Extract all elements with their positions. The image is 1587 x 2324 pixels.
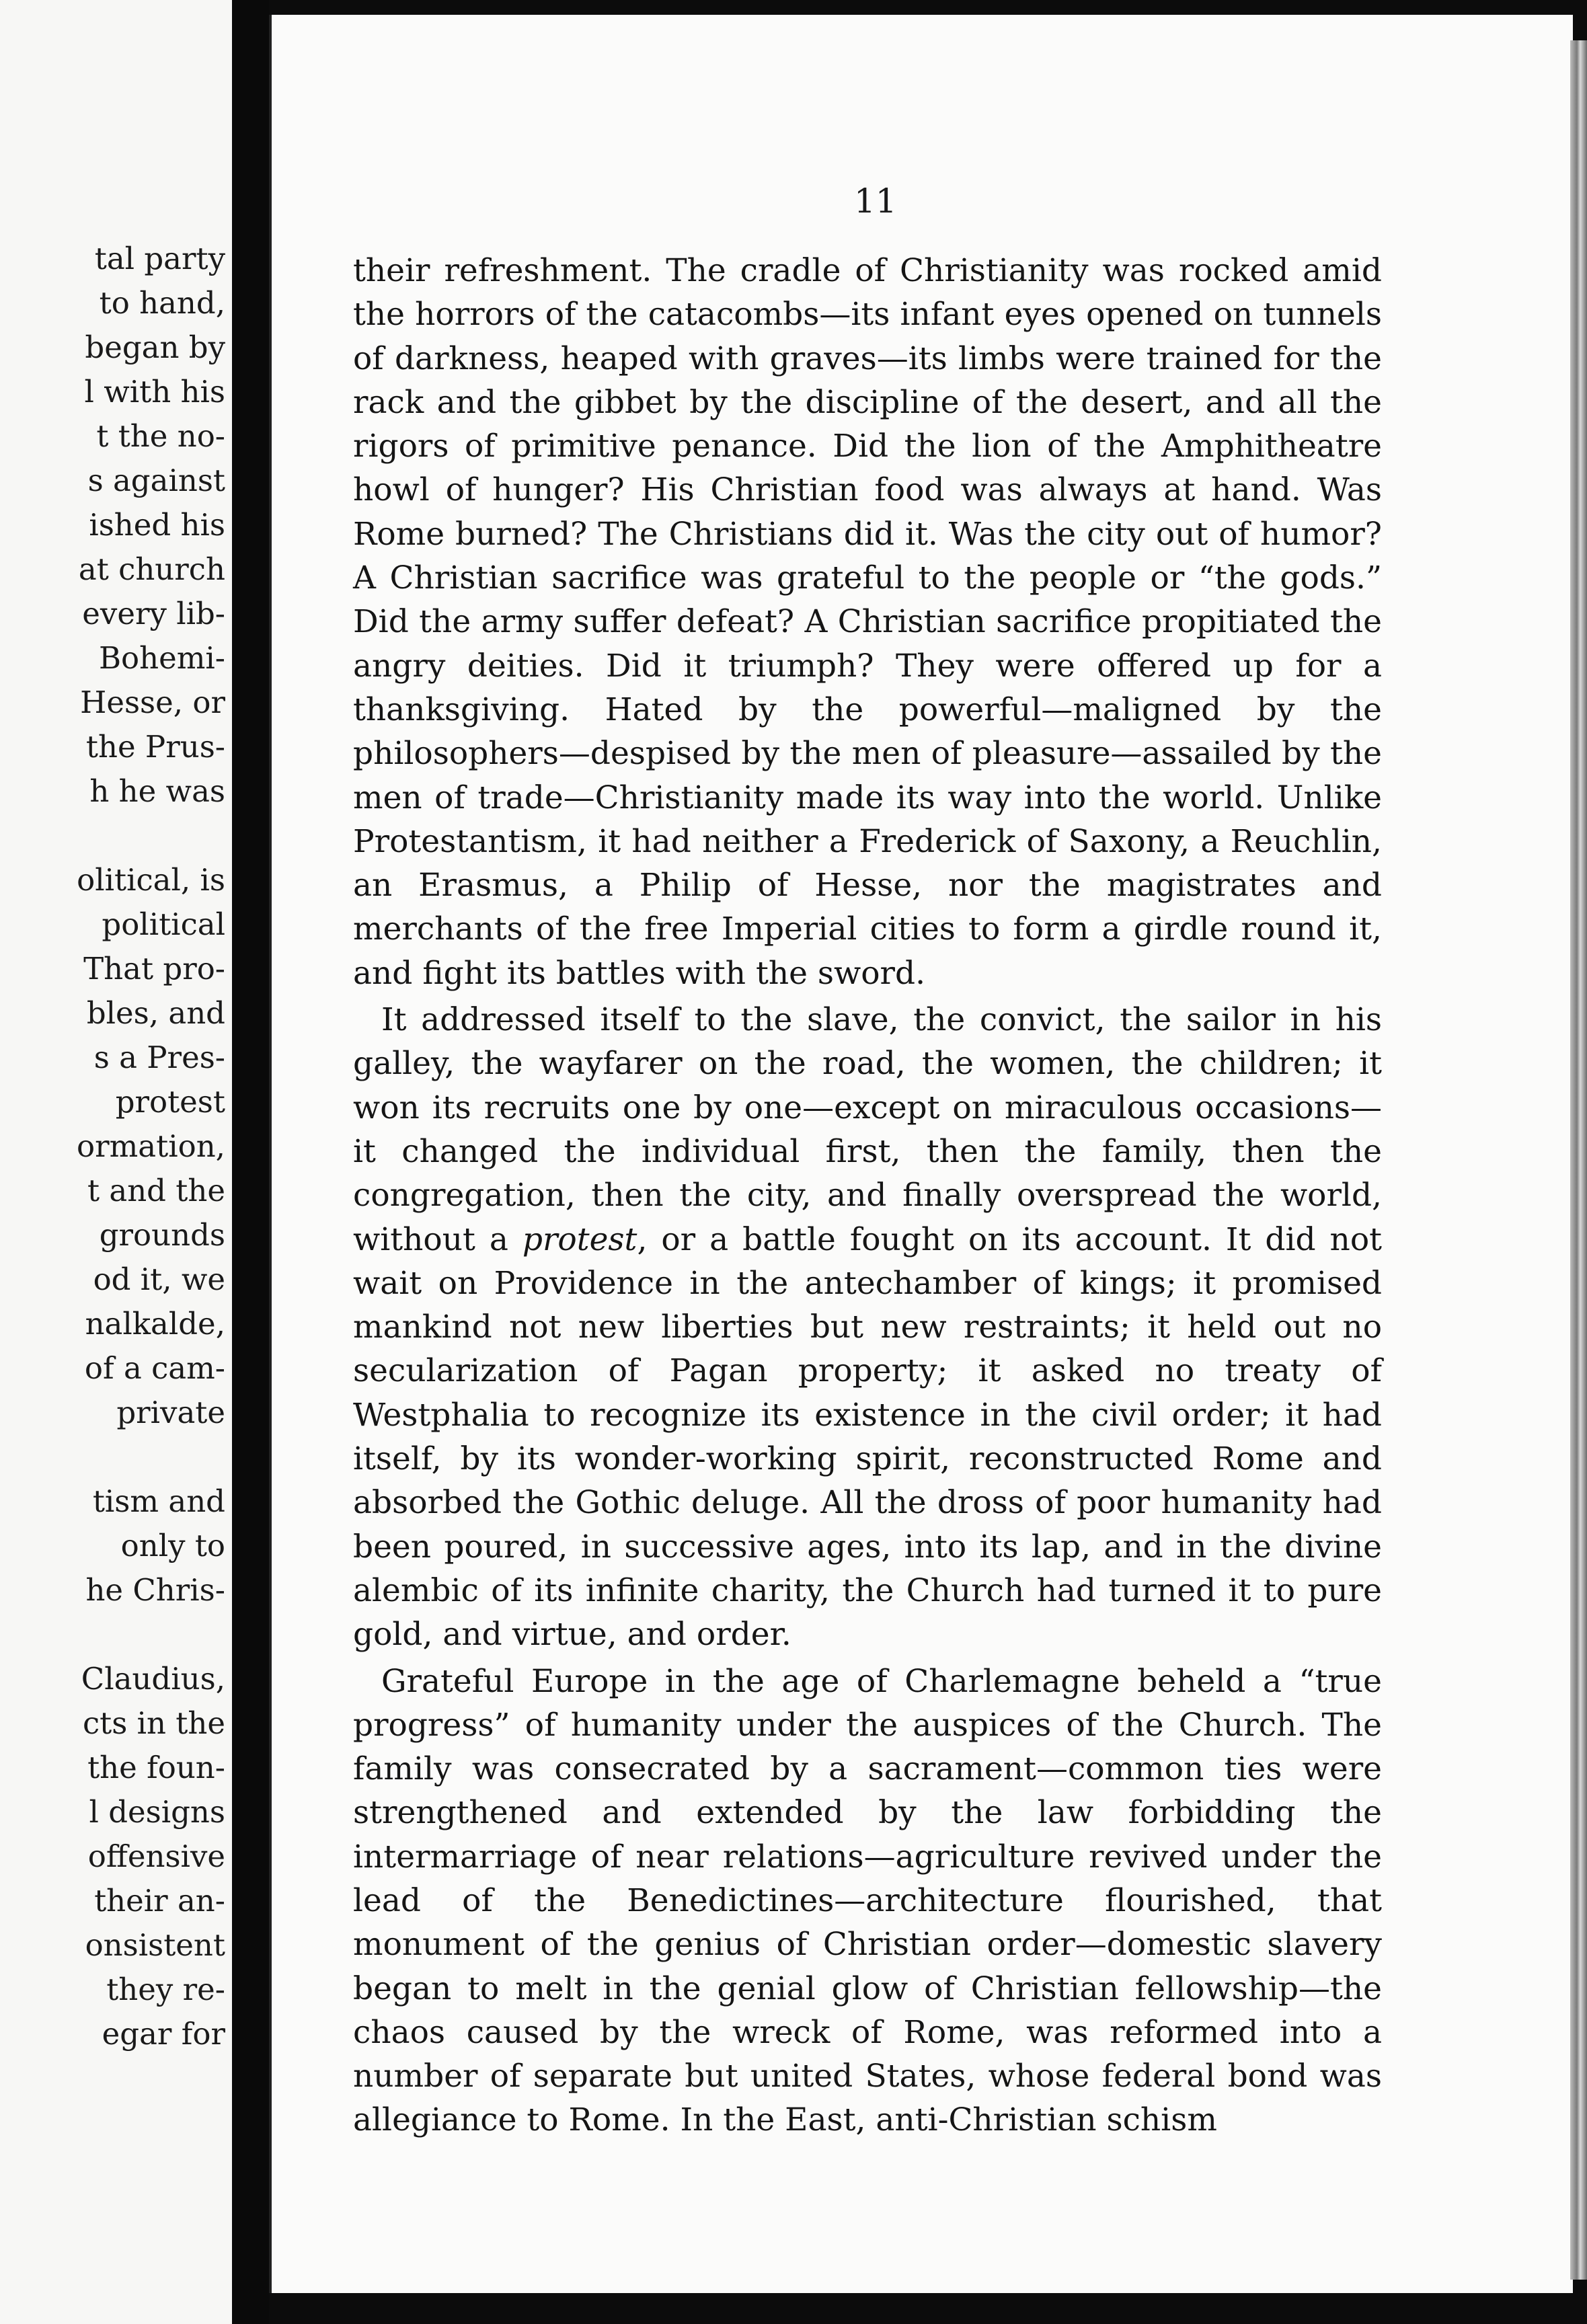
paragraph-2-start: It addressed itself to the slave, the convict, the sailor in his galley, the wayfarer on the road, the women, the children; it won its recruits one by one—except on miraculous occasions—it changed the individual first, then the family, then the congregation, then the city, and finally overspread the world, without a — [353, 1001, 1382, 1258]
paragraph-3: Grateful Europe in the age of Charlemagne beheld a “true progress” of humanity under the auspices of the Church. The family was consecrated by a sacrament—common ties were strengthened and extended by the law forbidding the intermarriage of near relations—agriculture revived under the lead of the Benedictines—architecture flourished, that monument of the genius of Christian order—domestic slavery began to melt in the genial glow of Christian fellowship—the chaos caused by the wreck of Rome, was reformed into a number of separate but united States, whose federal bond was allegiance to Rome. In the East, anti-Christian schism — [353, 1662, 1382, 2139]
left-page-line: they re- — [106, 1972, 225, 2007]
left-page-line: That pro- — [83, 951, 225, 986]
left-page-line: tism and — [92, 1483, 225, 1519]
paragraph-1: their refreshment. The cradle of Christianity was rocked amid the horrors of the catacombs—its infant eyes opened on tunnels of darkness, heaped with graves—its limbs were trained for the rack and the gibbet by the discipline of the desert, and all the rigors of primitive penance. Did the lion of the Amphitheatre howl of hunger? His Christian food was always at hand. Was Rome burned? The Christians did it. Was the city out of humor? A Christian sacrifice was grateful to the people or “the gods.” Did the army suffer defeat? A Christian sacrifice propitiated the angry deities. Did it triumph? They were offered up for a thanksgiving. Hated by the powerful—maligned by the philosophers—despised by the men of pleasure—assailed by the men of trade—Christianity made its way into the world. Unlike Protestantism, it had neither a Frederick of Saxony, a Reuchlin, an Erasmus, a Philip of Hesse, nor the magistrates and merchants of the free Imperial cities to form a girdle round it, and fight its battles with the sword. — [353, 252, 1382, 992]
left-page-line: nalkalde, — [85, 1306, 225, 1342]
page-edge — [1570, 40, 1587, 2280]
left-page-line: only to — [120, 1528, 225, 1563]
left-page-line: cts in the — [82, 1705, 225, 1741]
italic-word-protest: protest — [522, 1221, 637, 1258]
body-text — [353, 249, 1382, 2142]
paragraph-2-end: , or a battle fought on its account. It did not wait on Providence in the antechamber of kings; it promised mankind not new liberties but new restraints; it held out no secularization of Pagan property; it asked no treaty of Westphalia to recognize its existence in the civil order; it had itself, by its wonder-working spirit, reconstructed Rome and absorbed the Gothic deluge. All the dross of poor humanity had been poured, in successive ages, into its lap, and in the divine alembic of its infinite charity, the Church had turned it to pure gold, and virtue, and order. — [353, 1221, 1382, 1654]
left-page-line: s against — [87, 463, 225, 498]
left-page-line: Hesse, or — [80, 685, 225, 720]
left-page-line: s a Pres- — [93, 1040, 225, 1075]
left-page-line: Bohemi- — [98, 640, 225, 676]
left-page-line: to hand, — [99, 285, 225, 321]
left-page-line: every lib- — [82, 596, 225, 631]
left-page-line: h he was — [89, 773, 225, 809]
left-page-line: t and the — [87, 1173, 225, 1208]
left-page-line: od it, we — [93, 1262, 225, 1297]
left-page-line: Claudius, — [81, 1661, 225, 1697]
left-page-line: ormation, — [77, 1128, 225, 1164]
left-page-line — [77, 814, 225, 858]
left-page-line: the foun- — [87, 1750, 225, 1785]
left-page-line: of a cam- — [84, 1350, 225, 1386]
left-page-line: grounds — [99, 1217, 225, 1253]
left-page-line: egar for — [102, 2016, 225, 2052]
left-page-line: olitical, is — [77, 862, 225, 898]
left-page-line: he Chris- — [85, 1572, 225, 1608]
page-number: 11 — [854, 182, 897, 221]
left-page-line: l designs — [89, 1794, 225, 1830]
left-page-line — [77, 1435, 225, 1479]
left-page-line: bles, and — [86, 995, 225, 1031]
left-page-line: protest — [115, 1084, 225, 1120]
left-page-text-fragments — [77, 237, 225, 2056]
left-page-line: at church — [78, 551, 225, 587]
left-page-line: began by — [85, 330, 225, 365]
left-page-line: onsistent — [85, 1927, 225, 1963]
left-page-line: their an- — [94, 1883, 225, 1919]
book-gutter — [232, 0, 269, 2324]
left-page-line: l with his — [84, 374, 225, 410]
left-page-line: private — [116, 1395, 225, 1430]
paragraph-2 — [353, 998, 1382, 1656]
left-page-line: t the no- — [96, 418, 225, 454]
left-page-line: the Prus- — [85, 729, 225, 765]
left-page-line — [77, 1613, 225, 1657]
left-page-line: political — [102, 906, 225, 942]
left-page-line: ished his — [89, 507, 225, 543]
left-page-line: tal party — [94, 241, 225, 276]
left-page-line: offensive — [87, 1838, 225, 1874]
left-facing-page — [0, 0, 232, 2324]
